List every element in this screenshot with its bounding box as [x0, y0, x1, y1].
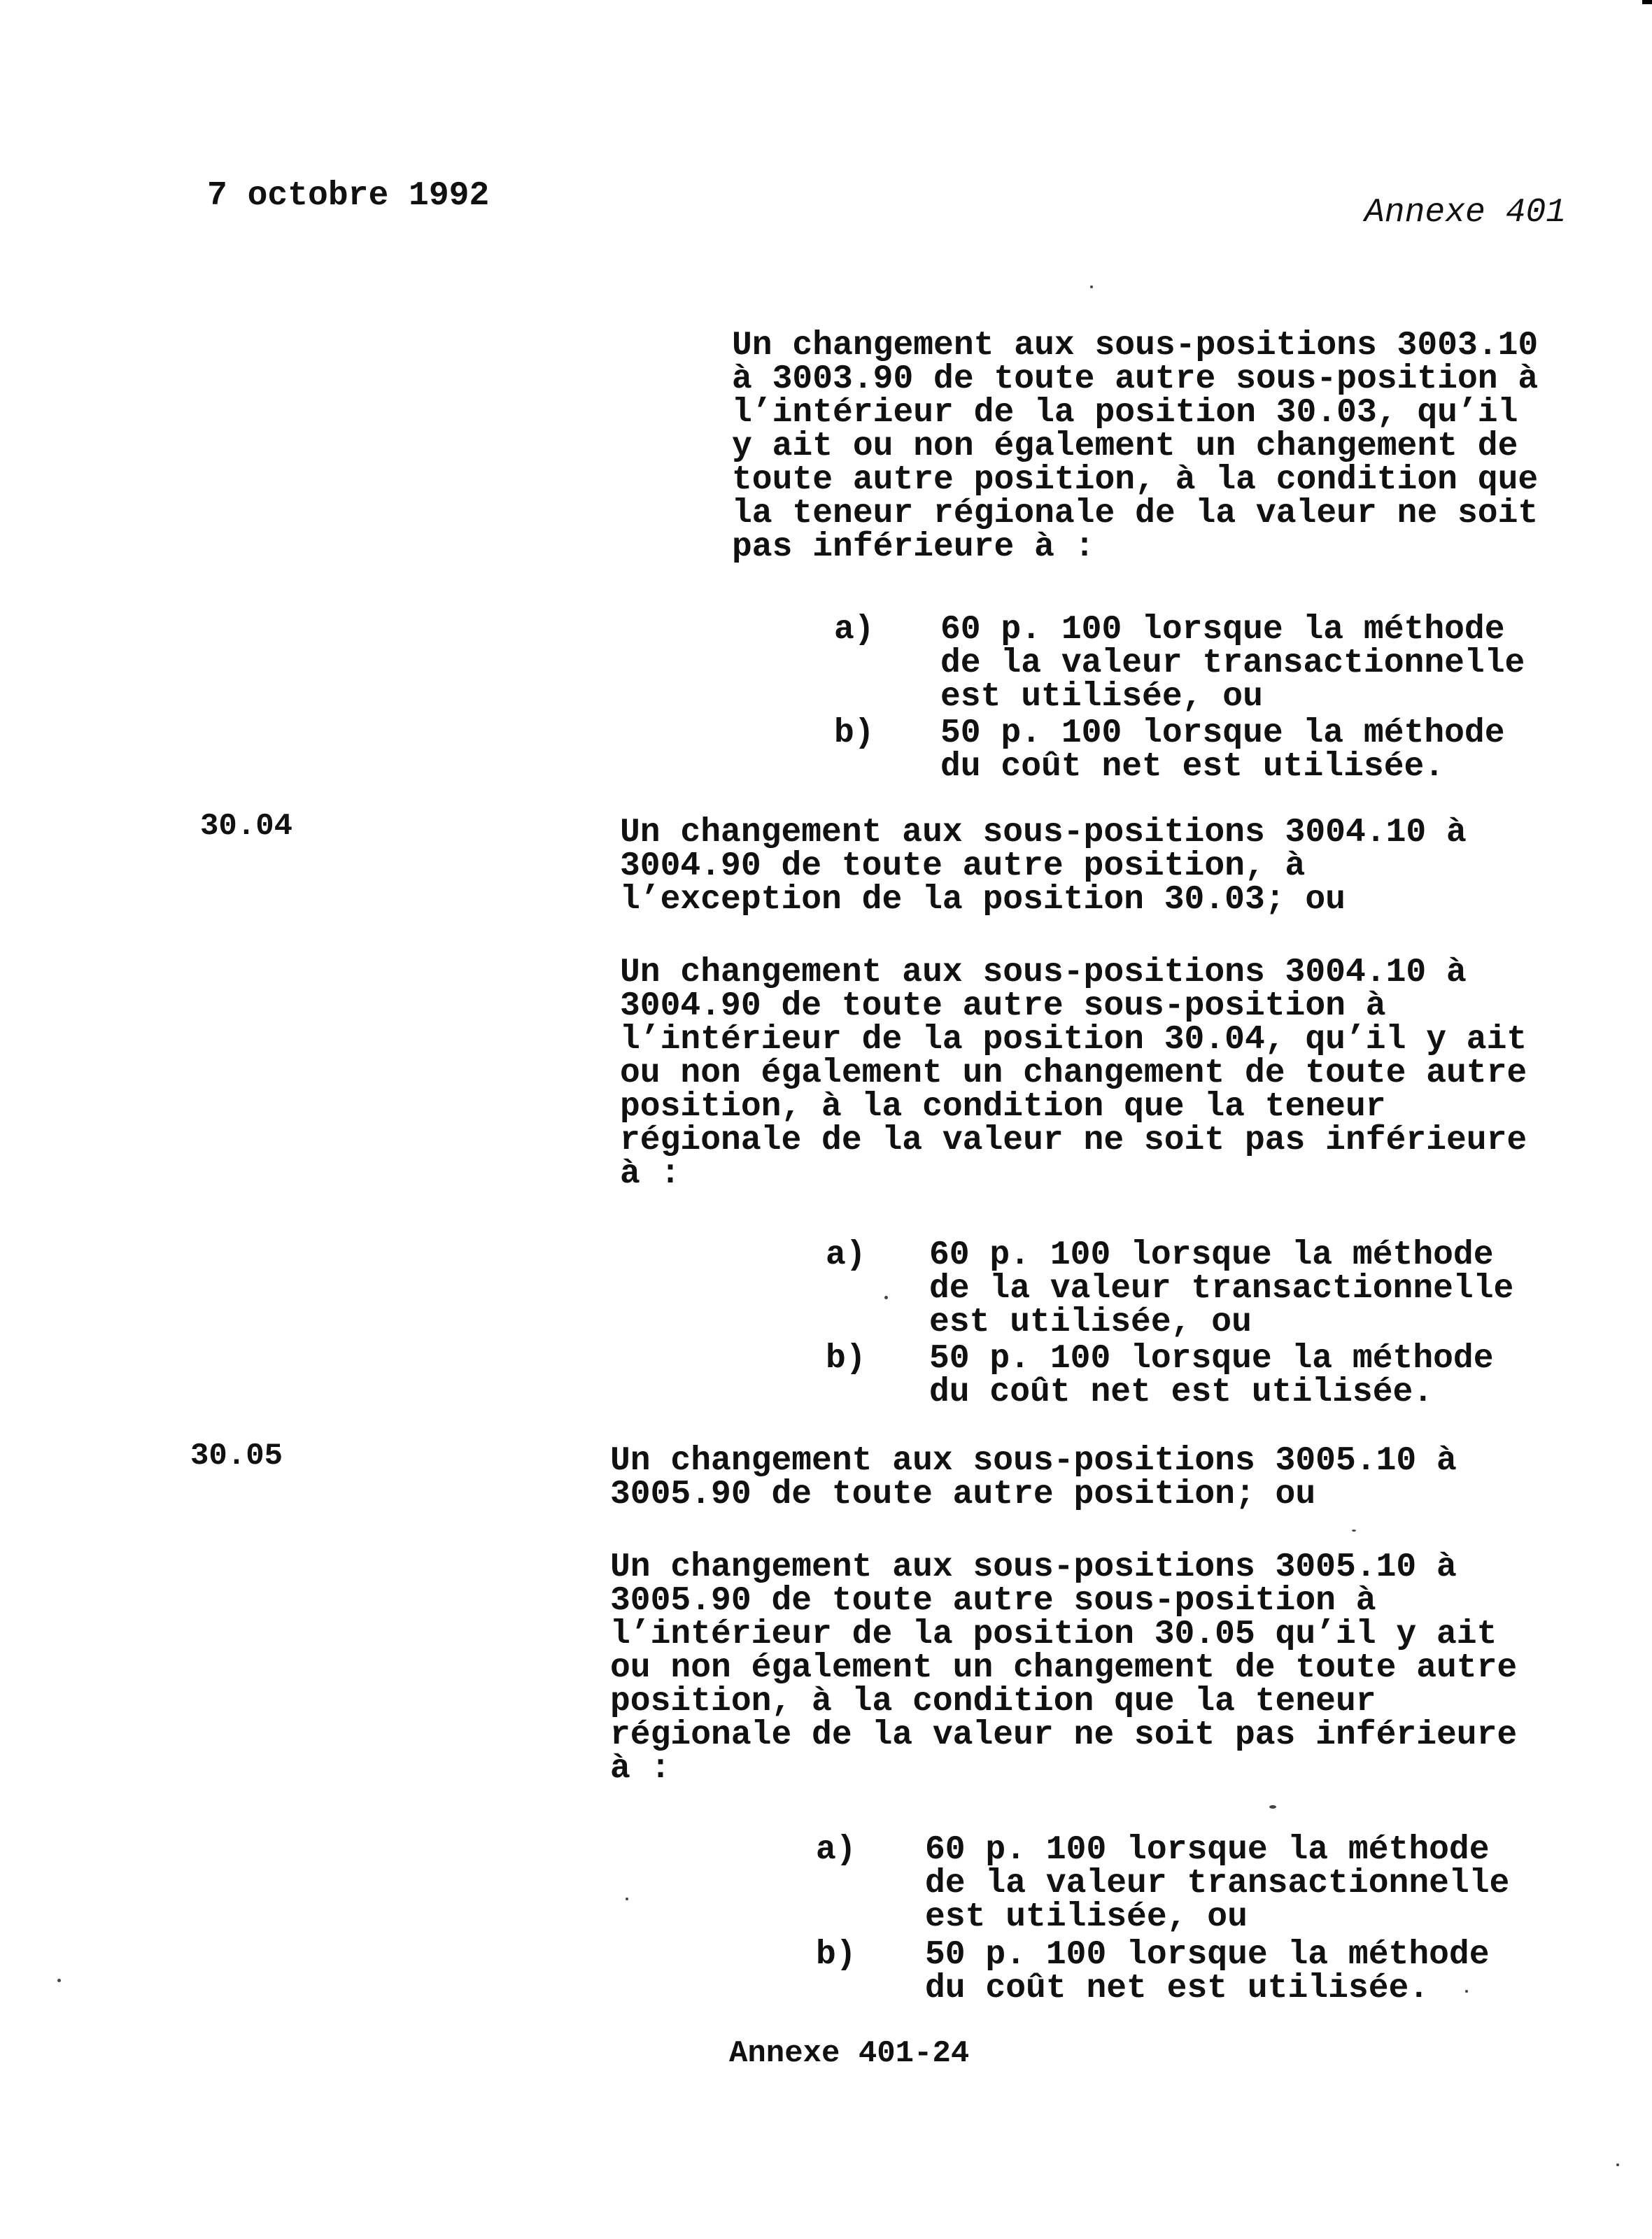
text-line: ou non également un changement de toute autre	[620, 1054, 1527, 1092]
text-line: à 3003.90 de toute autre sous-position à	[732, 360, 1539, 398]
text-line: y ait ou non également un changement de	[732, 428, 1518, 465]
scan-speck	[1616, 2163, 1619, 2166]
text-line: l’intérieur de la position 30.03, qu’il	[732, 394, 1518, 432]
text-line: Un changement aux sous-positions 3005.10 à	[610, 1548, 1457, 1586]
text-line: 50 p. 100 lorsque la méthode	[929, 1340, 1494, 1378]
text-line: à :	[610, 1750, 671, 1788]
text-line: de la valeur transactionnelle	[929, 1270, 1514, 1308]
text-line: 3004.90 de toute autre sous-position à	[620, 987, 1386, 1025]
text-line: 3005.90 de toute autre position; ou	[610, 1476, 1316, 1513]
section-2-paragraph-2	[620, 956, 1527, 1191]
tariff-heading-code: 30.04	[200, 809, 293, 844]
text-line: du coût net est utilisée.	[929, 1373, 1434, 1411]
scan-speck	[626, 1898, 628, 1900]
item-letter: a)	[826, 1236, 866, 1274]
scan-speck	[1269, 1805, 1276, 1809]
scan-speck	[884, 1296, 888, 1299]
text-line: est utilisée, ou	[940, 678, 1263, 716]
item-text	[940, 716, 1505, 784]
item-text	[925, 1938, 1490, 2005]
item-text	[929, 1238, 1513, 1339]
text-line: Un changement aux sous-positions 3004.10 à	[620, 814, 1467, 852]
scan-edge-mark	[1642, 0, 1652, 4]
text-line: ou non également un changement de toute autre	[610, 1649, 1518, 1687]
item-letter: a)	[834, 611, 875, 649]
text-line: du coût net est utilisée.	[925, 1970, 1429, 2007]
text-line: la teneur régionale de la valeur ne soit	[732, 495, 1539, 532]
section-1-paragraph-1	[732, 329, 1538, 564]
text-line: position, à la condition que la teneur	[610, 1683, 1376, 1721]
item-letter: b)	[834, 714, 875, 752]
text-line: régionale de la valeur ne soit pas inférieure	[610, 1716, 1518, 1754]
text-line: 50 p. 100 lorsque la méthode	[940, 714, 1505, 752]
item-letter: a)	[816, 1831, 856, 1869]
text-line: Un changement aux sous-positions 3004.10 à	[620, 954, 1467, 991]
header-date: 7 octobre 1992	[207, 177, 490, 215]
text-line: 60 p. 100 lorsque la méthode	[929, 1236, 1494, 1274]
item-letter: b)	[826, 1340, 866, 1378]
text-line: est utilisée, ou	[929, 1304, 1252, 1341]
text-line: l’intérieur de la position 30.05 qu’il y ait	[610, 1616, 1497, 1653]
section-2-paragraph-1	[620, 816, 1467, 917]
item-text	[929, 1342, 1494, 1409]
text-line: 50 p. 100 lorsque la méthode	[925, 1936, 1490, 1974]
text-line: l’intérieur de la position 30.04, qu’il y ait	[620, 1021, 1527, 1059]
scan-speck	[1352, 1530, 1356, 1532]
text-line: Un changement aux sous-positions 3005.10 à	[610, 1442, 1457, 1480]
text-line: 3005.90 de toute autre sous-position à	[610, 1582, 1376, 1620]
header-annex-label: Annexe 401	[1364, 194, 1567, 232]
text-line: l’exception de la position 30.03; ou	[620, 881, 1346, 919]
text-line: régionale de la valeur ne soit pas inférieure	[620, 1122, 1527, 1159]
text-line: est utilisée, ou	[925, 1898, 1248, 1936]
footer-page-number: Annexe 401-24	[729, 2036, 970, 2071]
scan-speck	[1465, 1990, 1468, 1993]
item-letter: b)	[816, 1936, 856, 1974]
tariff-heading-code: 30.05	[190, 1439, 283, 1474]
section-3-paragraph-2	[610, 1548, 1518, 1788]
item-text	[925, 1833, 1509, 1934]
text-line: 3004.90 de toute autre position, à	[620, 847, 1306, 885]
scan-speck	[1090, 285, 1093, 288]
text-line: 60 p. 100 lorsque la méthode	[925, 1831, 1490, 1869]
text-line: 60 p. 100 lorsque la méthode	[940, 611, 1505, 649]
section-3-paragraph-1	[610, 1444, 1457, 1511]
text-line: toute autre position, à la condition que	[732, 461, 1539, 499]
text-line: Un changement aux sous-positions 3003.10	[732, 327, 1539, 365]
text-line: de la valeur transactionnelle	[940, 644, 1525, 682]
text-line: à :	[620, 1155, 681, 1193]
text-line: de la valeur transactionnelle	[925, 1865, 1510, 1902]
text-line: du coût net est utilisée.	[940, 748, 1445, 786]
text-line: pas inférieure à :	[732, 528, 1095, 566]
scan-speck	[57, 1979, 61, 1982]
text-line: position, à la condition que la teneur	[620, 1088, 1386, 1126]
item-text	[940, 613, 1525, 714]
